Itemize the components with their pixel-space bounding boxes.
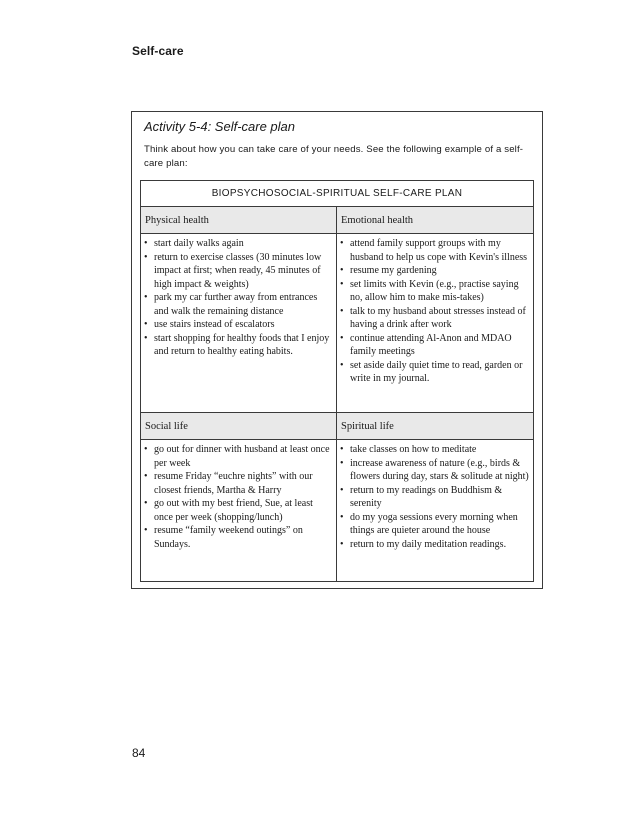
plan-table-header: BIOPSYCHOSOCIAL-SPIRITUAL SELF-CARE PLAN xyxy=(141,181,533,207)
list-item: • start shopping for healthy foods that I enjoy and return to healthy eating habits. xyxy=(144,332,332,359)
plan-label-row-top xyxy=(141,207,533,234)
list-item: • go out for dinner with husband at least once per week xyxy=(144,443,332,470)
emotional-health-label: Emotional health xyxy=(337,207,533,234)
list-item: • go out with my best friend, Sue, at least once per week (shopping/lunch) xyxy=(144,497,332,524)
self-care-plan-table xyxy=(140,180,534,582)
list-item: • resume “family weekend outings” on Sundays. xyxy=(144,524,332,551)
spiritual-life-cell xyxy=(337,440,533,581)
list-item: • do my yoga sessions every morning when things are quieter around the house xyxy=(340,511,529,538)
plan-label-row-bottom xyxy=(141,413,533,440)
list-item: • use stairs instead of escalators xyxy=(144,318,332,332)
plan-list-row-bottom xyxy=(141,440,533,581)
physical-health-cell xyxy=(141,234,337,412)
list-item: • resume my gardening xyxy=(340,264,529,278)
activity-intro: Think about how you can take care of your needs. See the following example of a self-care plan: xyxy=(144,144,524,169)
plan-list-row-top xyxy=(141,234,533,413)
emotional-health-cell xyxy=(337,234,533,412)
list-item: • start daily walks again xyxy=(144,237,332,251)
list-item: • attend family support groups with my husband to help us cope with Kevin's illness xyxy=(340,237,529,264)
list-item: • set limits with Kevin (e.g., practise saying no, allow him to make mis-takes) xyxy=(340,278,529,305)
running-head: Self-care xyxy=(132,44,184,58)
emotional-health-list xyxy=(340,237,529,386)
spiritual-life-list xyxy=(340,443,529,551)
list-item: • return to exercise classes (30 minutes low impact at first; when ready, 45 minutes of high impact & weights) xyxy=(144,251,332,292)
list-item: • park my car further away from entrances and walk the remaining distance xyxy=(144,291,332,318)
social-life-label: Social life xyxy=(141,413,337,440)
physical-health-list xyxy=(144,237,332,359)
list-item: • continue attending Al-Anon and MDAO family meetings xyxy=(340,332,529,359)
activity-title: Activity 5-4: Self-care plan xyxy=(144,119,296,134)
list-item: • set aside daily quiet time to read, garden or write in my journal. xyxy=(340,359,529,386)
list-item: • talk to my husband about stresses instead of having a drink after work xyxy=(340,305,529,332)
list-item: • take classes on how to meditate xyxy=(340,443,529,457)
activity-box xyxy=(131,111,543,589)
list-item: • increase awareness of nature (e.g., birds & flowers during day, stars & solitude at night) xyxy=(340,457,529,484)
spiritual-life-label: Spiritual life xyxy=(337,413,533,440)
social-life-list xyxy=(144,443,332,551)
list-item: • return to my readings on Buddhism & serenity xyxy=(340,484,529,511)
physical-health-label: Physical health xyxy=(141,207,337,234)
list-item: • resume Friday “euchre nights” with our closest friends, Martha & Harry xyxy=(144,470,332,497)
social-life-cell xyxy=(141,440,337,581)
list-item: • return to my daily meditation readings. xyxy=(340,538,529,552)
page-number: 84 xyxy=(132,746,146,760)
